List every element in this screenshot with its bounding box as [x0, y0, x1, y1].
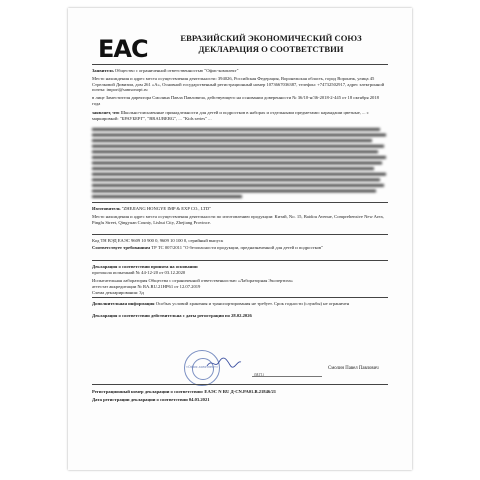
eac-logo: EAC	[98, 35, 148, 63]
declares-lead: заявляет, что	[92, 110, 120, 115]
basis-protocol: протокола испытаний № 44-12-20 от 03.12.2020	[92, 270, 186, 275]
manufacturer-lead: Изготовитель	[92, 206, 121, 211]
registration-number-block	[92, 389, 386, 395]
stamp-place-label: (М.П.)	[254, 373, 264, 377]
product-list-blurred	[92, 127, 386, 199]
title-union: ЕВРАЗИЙСКИЙ ЭКОНОМИЧЕСКИЙ СОЮЗ	[180, 33, 362, 43]
signer-name: Смолин Павел Павлович	[328, 366, 379, 371]
requirements-lead: Соответствует требованиям	[92, 245, 151, 250]
document-title	[156, 33, 386, 55]
validity-block	[92, 313, 386, 319]
registration-date-lead: Дата регистрации декларации о соответствии	[92, 397, 188, 402]
basis-lead-text: Декларация о соответствии принята на основании	[92, 264, 198, 269]
additional-block	[92, 301, 386, 307]
basis-scheme: Схема декларирования: 3д	[92, 290, 144, 295]
declaration-frame	[92, 30, 388, 462]
title-declaration: ДЕКЛАРАЦИЯ О СООТВЕТСТВИИ	[198, 44, 344, 54]
applicant-address: Место нахождения и адрес места осуществления деятельности: 394026, Российская Федерация, Воронежская область, город Воронеж, улица 45 Стрелковой Дивизии, дом 261 «А», Основной государственный регистрационный номер 1073667036387, телефон: +74732502917, адрес электронной почты: import@samsonopt.ru	[92, 76, 385, 93]
signature-line	[252, 376, 322, 377]
signature	[206, 356, 242, 370]
basis-accreditation: аттестат аккредитации № RA.RU.21НР61 от 12.07.2019	[92, 284, 201, 289]
registration-number-lead: Регистрационный номер декларации о соответствии:	[92, 389, 204, 394]
declares-text: Школьно-письменные принадлежности для детей и подростков в наборах и отдельными предметами: карандаши цветные, ... с маркировкой: "БРАУБЕРГ", "BRAUBERG", ... "Kids series" ...	[92, 110, 369, 121]
manufacturer-name: "ZHEJIANG HONGYE IMP & EXP CO., LTD"	[121, 206, 212, 211]
registration-date: 04.03.2021	[188, 397, 210, 402]
header-divider	[92, 64, 388, 65]
applicant-representative: в лице Заместителя директора Смолина Павла Павловича, действующего на основании доверенности № 36/10-н/36-2018-2-445 от 18 октября 2018 года	[92, 95, 379, 106]
divider-5	[92, 384, 388, 385]
applicant-block	[92, 68, 386, 74]
blurred-text-lines	[92, 127, 386, 199]
basis-laboratory: Испытательная лаборатория Общества с ограниченной ответственностью «Лабораторная Экспертиза»	[92, 278, 293, 283]
applicant-name: Общество с ограниченной ответственностью "Офис-комплект"	[114, 68, 239, 73]
requirements-block	[92, 245, 386, 251]
manufacturer-block	[92, 206, 386, 212]
tnved-code: Код ТН ВЭД ЕАЭС 9609 10 900 0, 9609 10 100 0, серийный выпуск	[92, 238, 224, 243]
applicant-lead: Заявитель	[92, 68, 114, 73]
stamp-text: «Офис-комплект»	[185, 365, 219, 369]
validity-date: 28.02.2026	[231, 313, 252, 318]
additional-lead: Дополнительная информация	[92, 301, 155, 306]
divider-2	[92, 234, 388, 235]
registration-number: ЕАЭС N RU Д-CN.PA01.B.21846/21	[204, 389, 277, 394]
divider-4	[92, 297, 388, 298]
validity-lead: Декларация о соответствии действительна с даты регистрации по	[92, 313, 230, 318]
registration-date-block	[92, 397, 386, 403]
divider-1	[92, 202, 388, 203]
requirements-text: ТР ТС 007/2011 "О безопасности продукции, предназначенной для детей и подростков"	[151, 245, 323, 250]
document-page	[68, 8, 412, 470]
additional-text: Особых условий хранения и транспортирования не требует. Срок годности (службы) не ограничен	[155, 301, 350, 306]
divider-3	[92, 260, 388, 261]
declares-block	[92, 110, 386, 121]
basis-lead	[92, 264, 386, 270]
manufacturer-address: Место нахождения и адрес места осуществления деятельности по изготовлению продукции: Китай, No. 15, Baidou Avenue, Comprehensive New Area, Pingfu Street, Qingyuan County, Lishui City, Zhejiang Province.	[92, 214, 384, 225]
